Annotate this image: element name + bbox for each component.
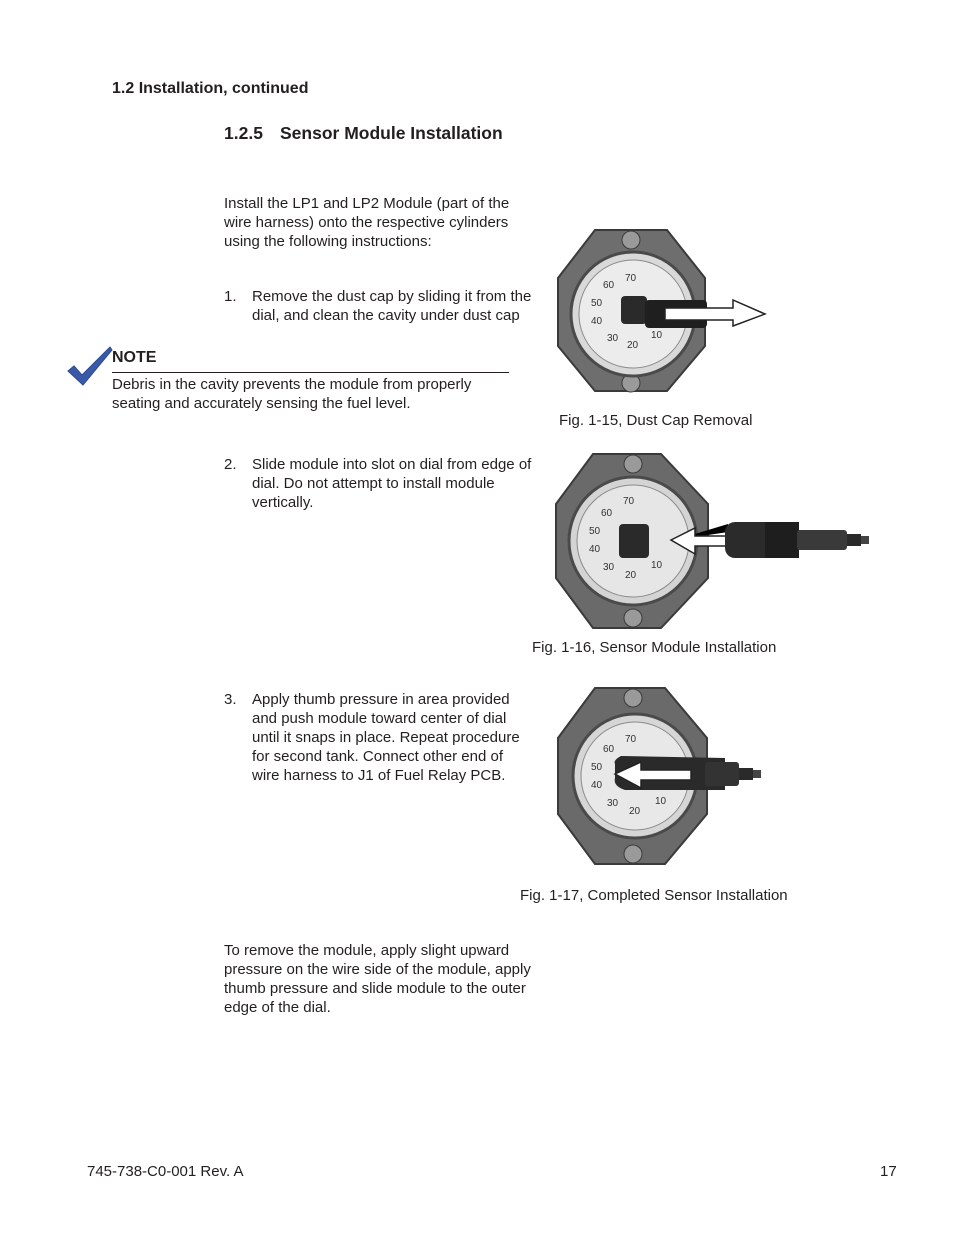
figure-completed-sensor-installation [555,686,775,866]
gauge-tick: 60 [601,508,613,519]
gauge-tick: 10 [655,796,667,807]
intro-paragraph: Install the LP1 and LP2 Module (part of the wire harness) onto the respective cylinders using the following instructions: [224,195,510,250]
figure-dust-cap-removal [555,228,770,393]
footer-page-number: 17 [880,1163,897,1180]
note-text: Debris in the cavity prevents the module from properly seating and accurately sensing the fuel level. [112,376,472,412]
gauge-tick: 50 [591,762,603,773]
gauge-tick: 70 [625,734,637,745]
subsection-heading [224,123,503,144]
gauge-tick: 40 [589,544,601,555]
gauge-tick: 20 [629,806,641,817]
gauge-tick: 10 [651,330,663,341]
checkmark-icon [66,345,114,387]
figure-caption: Fig. 1-16, Sensor Module Installation [532,639,777,656]
step-text: Remove the dust cap by sliding it from the dial, and clean the cavity under dust cap [252,288,532,324]
footer-doc-number: 745-738-C0-001 Rev. A [87,1163,244,1180]
step-number: 3. [224,691,237,708]
gauge-tick: 20 [625,570,637,581]
gauge-tick: 70 [623,496,635,507]
gauge-tick: 30 [607,333,619,344]
figure-caption: Fig. 1-17, Completed Sensor Installation [520,887,788,904]
step-text: Slide module into slot on dial from edge of dial. Do not attempt to install module vertically. [252,456,532,511]
gauge-tick: 30 [607,798,619,809]
note-title: NOTE [112,349,157,366]
figure-sensor-module-installation [553,452,873,630]
gauge-tick: 50 [589,526,601,537]
step-number: 1. [224,288,237,305]
gauge-tick: 60 [603,744,615,755]
gauge-tick: 50 [591,298,603,309]
section-header: 1.2 Installation, continued [112,80,309,97]
step-number: 2. [224,456,237,473]
subsection-number: 1.2.5 [224,123,263,143]
subsection-title: Sensor Module Installation [280,123,503,143]
note-divider [112,372,509,373]
gauge-tick: 70 [625,273,637,284]
figure-caption: Fig. 1-15, Dust Cap Removal [559,412,753,429]
gauge-tick: 30 [603,562,615,573]
removal-paragraph: To remove the module, apply slight upward pressure on the wire side of the module, apply thumb pressure and slide module to the outer edge of the dial. [224,942,531,1016]
gauge-tick: 40 [591,316,603,327]
gauge-tick: 60 [603,280,615,291]
gauge-tick: 20 [627,340,639,351]
step-text: Apply thumb pressure in area provided and push module toward center of dial until it snaps in place. Repeat procedure for second tank. Connect other end of wire harness to J1 of Fuel Relay PCB. [252,691,520,784]
gauge-tick: 40 [591,780,603,791]
gauge-tick: 10 [651,560,663,571]
